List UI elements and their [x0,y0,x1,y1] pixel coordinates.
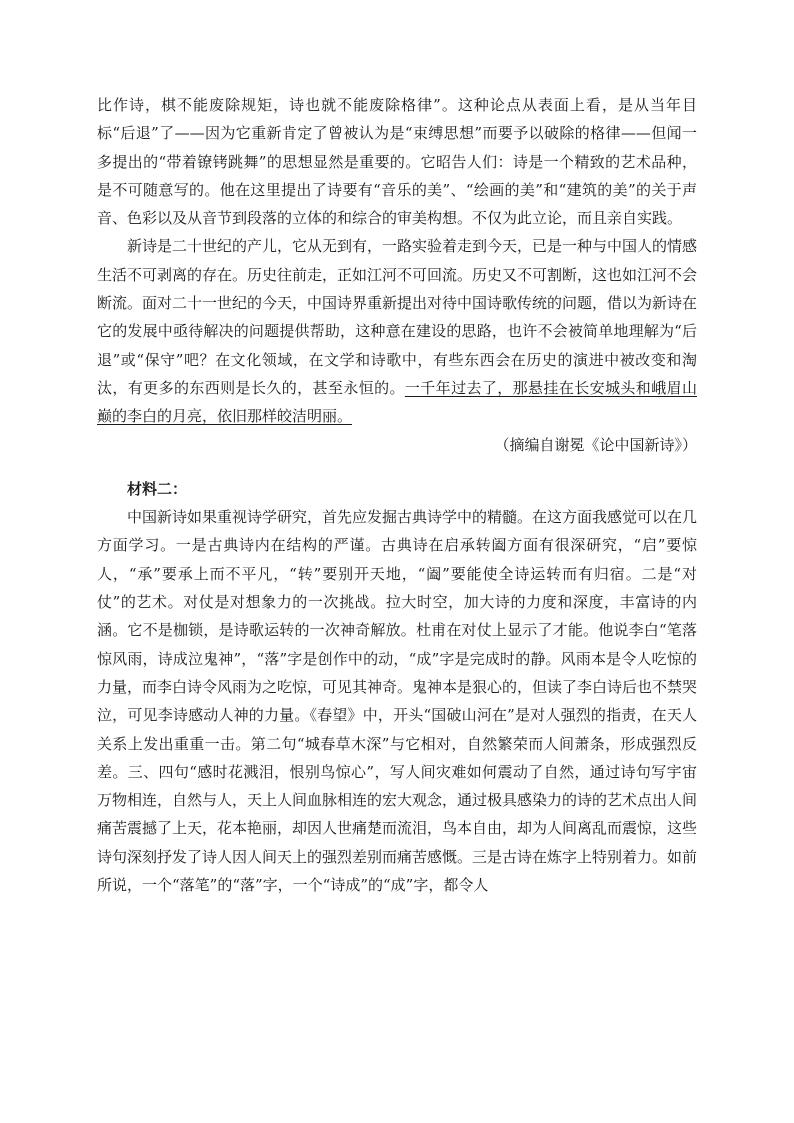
paragraph-2-underlined-sentence: 一千年过去了，那悬挂在长安城头和峨眉山巅的李白的月亮，依旧那样皎洁明丽。 [97,378,697,426]
material-2-heading: 材料二： [127,479,188,498]
article-body [97,91,697,899]
paragraph-2 [97,232,697,430]
source-citation: （摘编自谢冕《论中国新诗》） [494,435,697,454]
paragraph-3: 中国新诗如果重视诗学研究，首先应发掘古典诗学中的精髓。在这方面我感觉可以在几方面学习。一是古典诗内在结构的严谨。古典诗在启承转阖方面有很深研究，“启”要惊人，“承”要承上而不平凡，“转”要别开天地，“阖”要能使全诗运转而有归宿。二是“对仗”的艺术。对仗是对想象力的一次挑战。拉大时空，加大诗的力度和深度，丰富诗的内涵。它不是枷锁，是诗歌运转的一次神奇解放。杜甫在对仗上显示了才能。他说李白“笔落惊风雨，诗成泣鬼神”，“落”字是创作中的动，“成”字是完成时的静。风雨本是令人吃惊的力量，而李白诗令风雨为之吃惊，可见其神奇。鬼神本是狠心的，但读了李白诗后也不禁哭泣，可见李诗感动人神的力量。《春望》中，开头“国破山河在”是对人强烈的指责，在天人关系上发出重重一击。第二句“城春草木深”与它相对，自然繁荣而人间萧条，形成强烈反差。三、四句“感时花溅泪，恨别鸟惊心”，写人间灾难如何震动了自然，通过诗句写宇宙万物相连，自然与人，天上人间血脉相连的宏大观念，通过极具感染力的诗的艺术点出人间痛苦震撼了上天，花本艳丽，却因人世痛楚而流泪，鸟本自由，却为人间离乱而震惊，这些诗句深刻抒发了诗人因人间天上的强烈差别而痛苦感慨。三是古诗在炼字上特别着力。如前所说，一个“落笔”的“落”字，一个“诗成”的“成”字，都令人 [97,508,698,895]
paragraph-1: 比作诗，棋不能废除规矩，诗也就不能废除格律”。这种论点从表面上看，是从当年目标“后退”了——因为它重新肯定了曾被认为是“束缚思想”而要予以破除的格律——但闻一多提出的“带着镣铐跳舞”的思想显然是重要的。它昭告人们：诗是一个精致的艺术品种，是不可随意写的。他在这里提出了诗要有“音乐的美”、“绘画的美”和“建筑的美”的关于声音、色彩以及从音节到段落的立体的和综合的审美构想。不仅为此立论，而且亲自实践。 [97,96,697,228]
paragraph-2-text: 新诗是二十世纪的产儿，它从无到有，一路实验着走到今天，已是一种与中国人的情感生活不可剥离的存在。历史往前走，正如江河不可回流。历史又不可割断，这也如江河不会断流。面对二十一世纪的今天，中国诗界重新提出对待中国诗歌传统的问题，借以为新诗在它的发展中亟待解决的问题提供帮助，这种意在建设的思路，也许不会被简单地理解为“后退”或“保守”吧？在文化领域，在文学和诗歌中，有些东西会在历史的演进中被改变和淘汰，有更多的东西则是长久的，甚至永恒的。 [97,237,698,397]
